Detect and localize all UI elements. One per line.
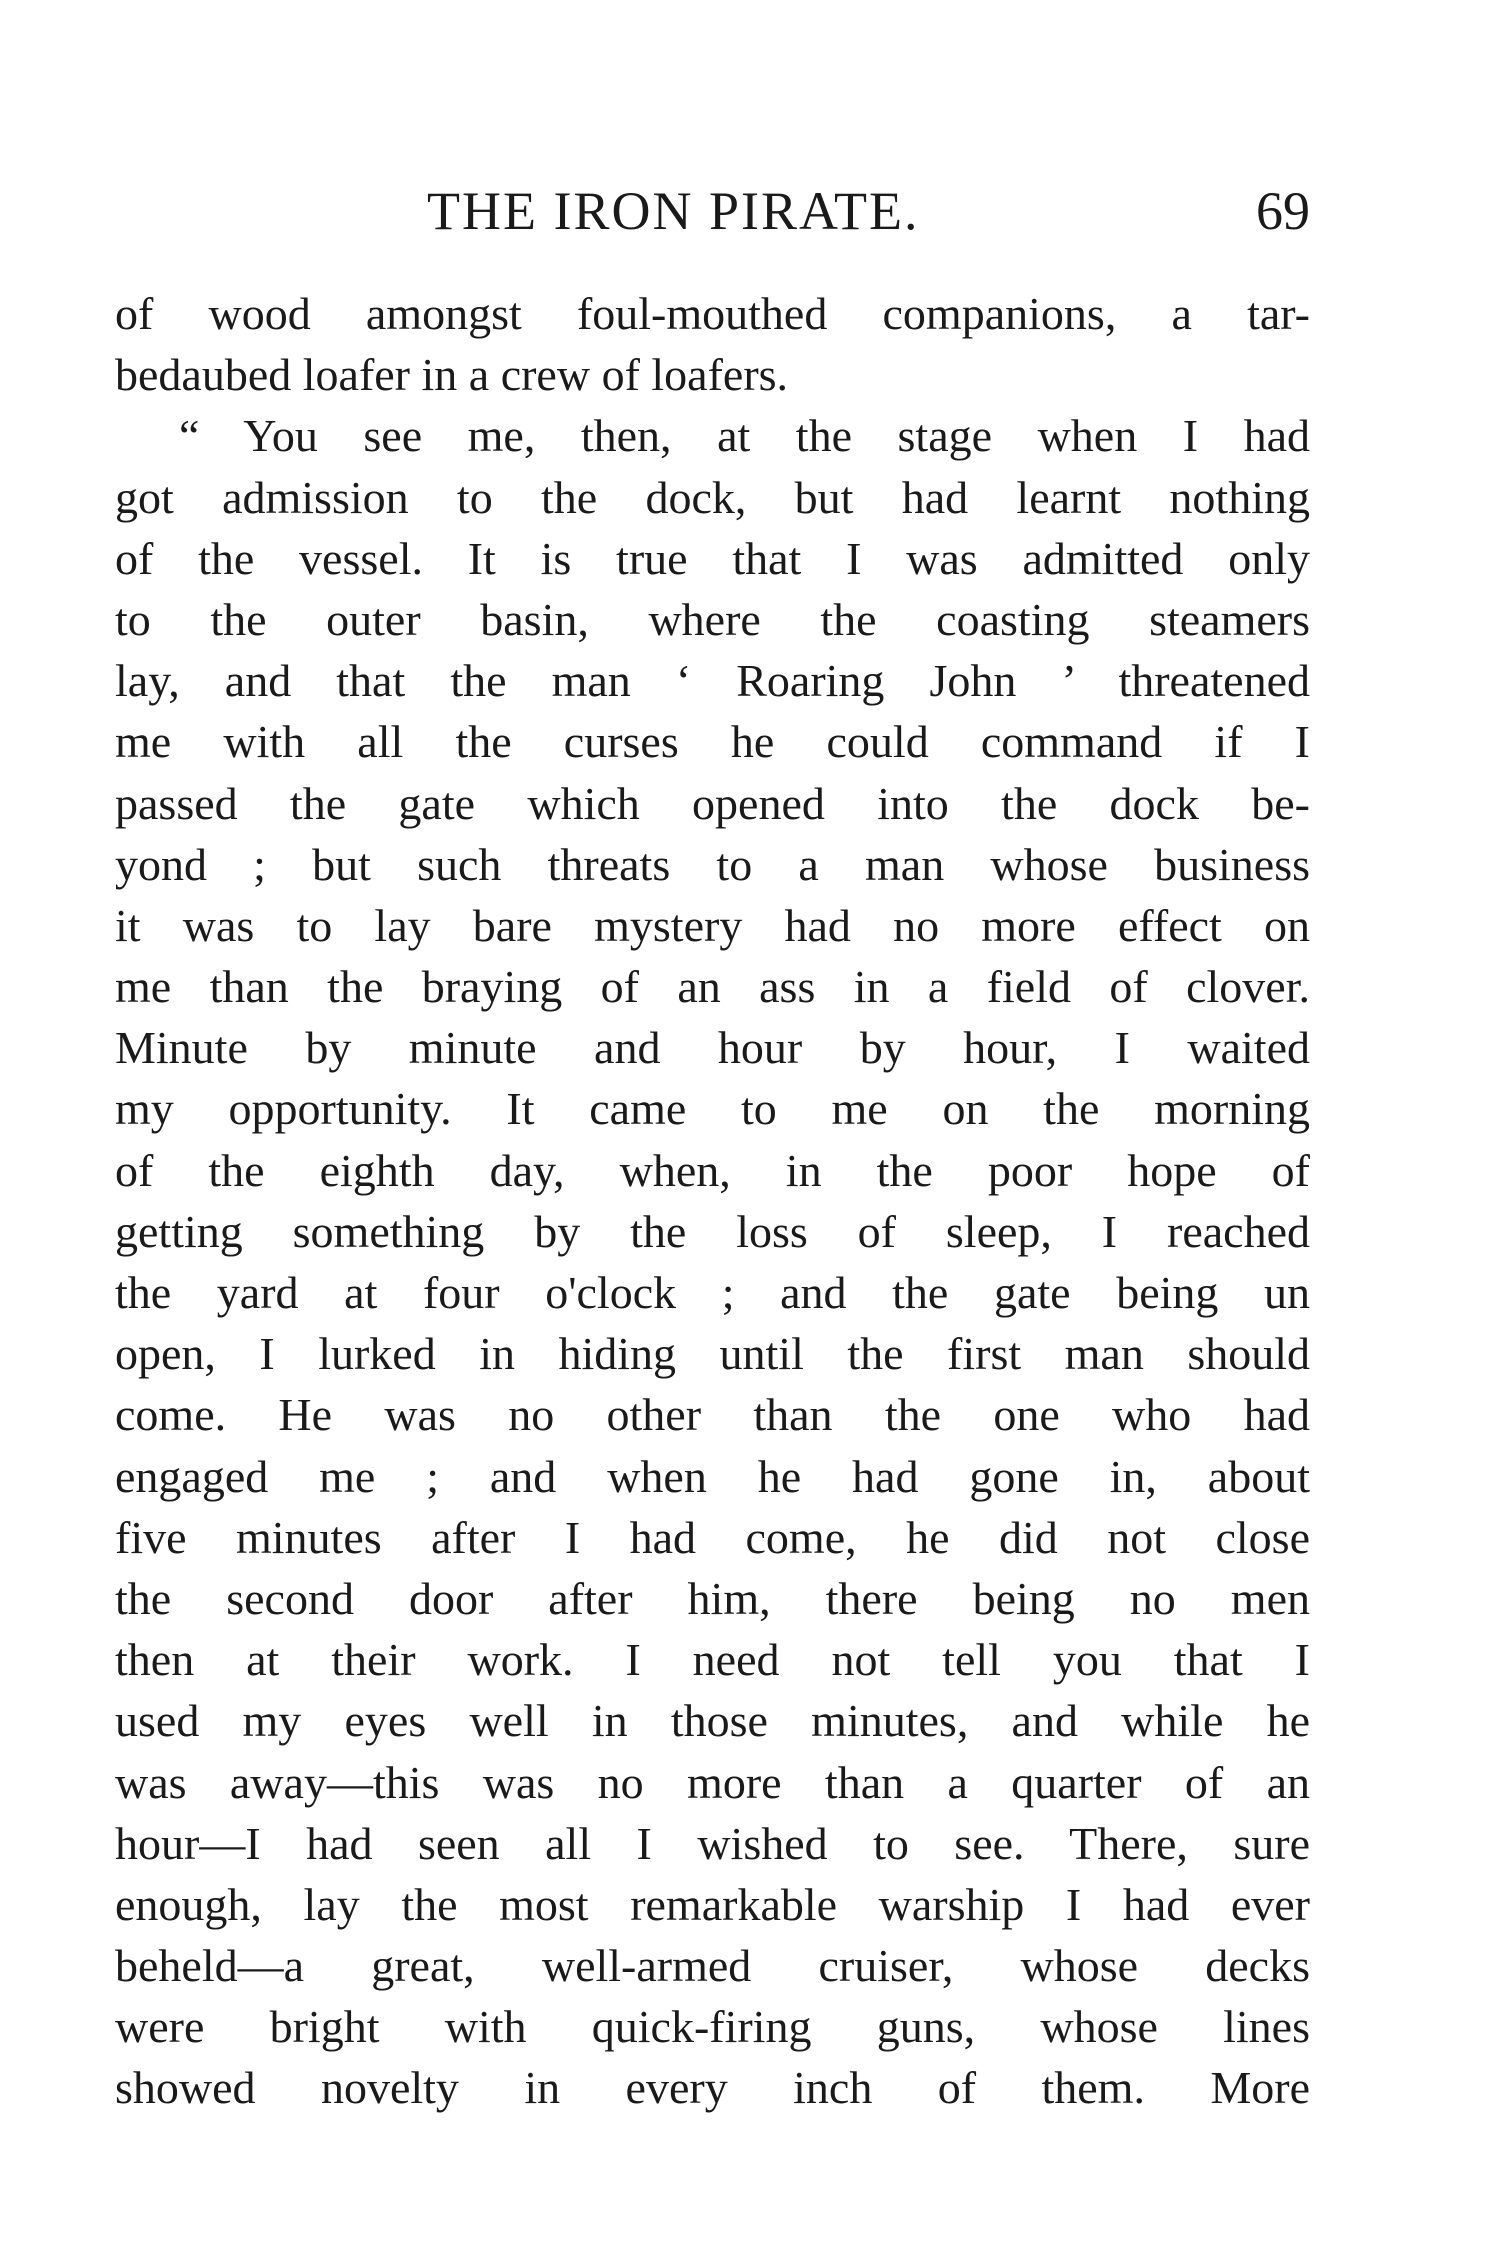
text-line: my opportunity. It came to me on the morning <box>115 1083 1310 1135</box>
text-line: used my eyes well in those minutes, and while he <box>115 1695 1310 1747</box>
text-line: of wood amongst foul-mouthed companions, a tar- <box>115 288 1310 339</box>
text-line: the second door after him, there being no men <box>115 1572 1310 1624</box>
text-line: come. He was no other than the one who had <box>115 1389 1310 1441</box>
text-line: “ You see me, then, at the stage when I had <box>179 410 1310 462</box>
text-line: then at their work. I need not tell you that I <box>115 1634 1310 1686</box>
text-line: were bright with quick-firing guns, whose lines <box>115 2001 1310 2053</box>
running-head <box>115 180 1310 250</box>
text-line: me than the braying of an ass in a field of clover. <box>115 961 1310 1013</box>
text-line: passed the gate which opened into the dock be- <box>115 777 1310 829</box>
text-line: bedaubed loafer in a crew of loafers. <box>115 349 789 401</box>
text-line: yond ; but such threats to a man whose business <box>115 838 1310 890</box>
text-line: Minute by minute and hour by hour, I waited <box>115 1022 1310 1074</box>
text-line: showed novelty in every inch of them. More <box>115 2062 1310 2114</box>
text-line: hour—I had seen all I wished to see. There, sure <box>115 1817 1310 1869</box>
text-line: open, I lurked in hiding until the first man should <box>115 1328 1310 1380</box>
text-line: beheld—a great, well-armed cruiser, whose decks <box>115 1940 1310 1992</box>
text-line: was away—this was no more than a quarter of an <box>115 1756 1310 1808</box>
text-line: got admission to the dock, but had learnt nothing <box>115 471 1310 523</box>
text-line: the yard at four o'clock ; and the gate being un <box>115 1267 1310 1318</box>
body-text <box>115 283 1310 2119</box>
text-line: me with all the curses he could command if I <box>115 716 1310 768</box>
text-line: of the eighth day, when, in the poor hope of <box>115 1144 1310 1196</box>
text-line: enough, lay the most remarkable warship I had ever <box>115 1878 1310 1930</box>
text-line: five minutes after I had come, he did not close <box>115 1511 1310 1563</box>
text-line: it was to lay bare mystery had no more effect on <box>115 899 1310 951</box>
text-line: to the outer basin, where the coasting steamers <box>115 593 1310 645</box>
text-line: of the vessel. It is true that I was admitted only <box>115 532 1310 584</box>
text-line: engaged me ; and when he had gone in, about <box>115 1450 1310 1502</box>
page-number: 69 <box>1256 181 1310 241</box>
running-title: THE IRON PIRATE. <box>427 181 920 241</box>
text-line: lay, and that the man ‘ Roaring John ’ threatened <box>115 655 1310 707</box>
text-line: getting something by the loss of sleep, I reached <box>115 1205 1310 1257</box>
